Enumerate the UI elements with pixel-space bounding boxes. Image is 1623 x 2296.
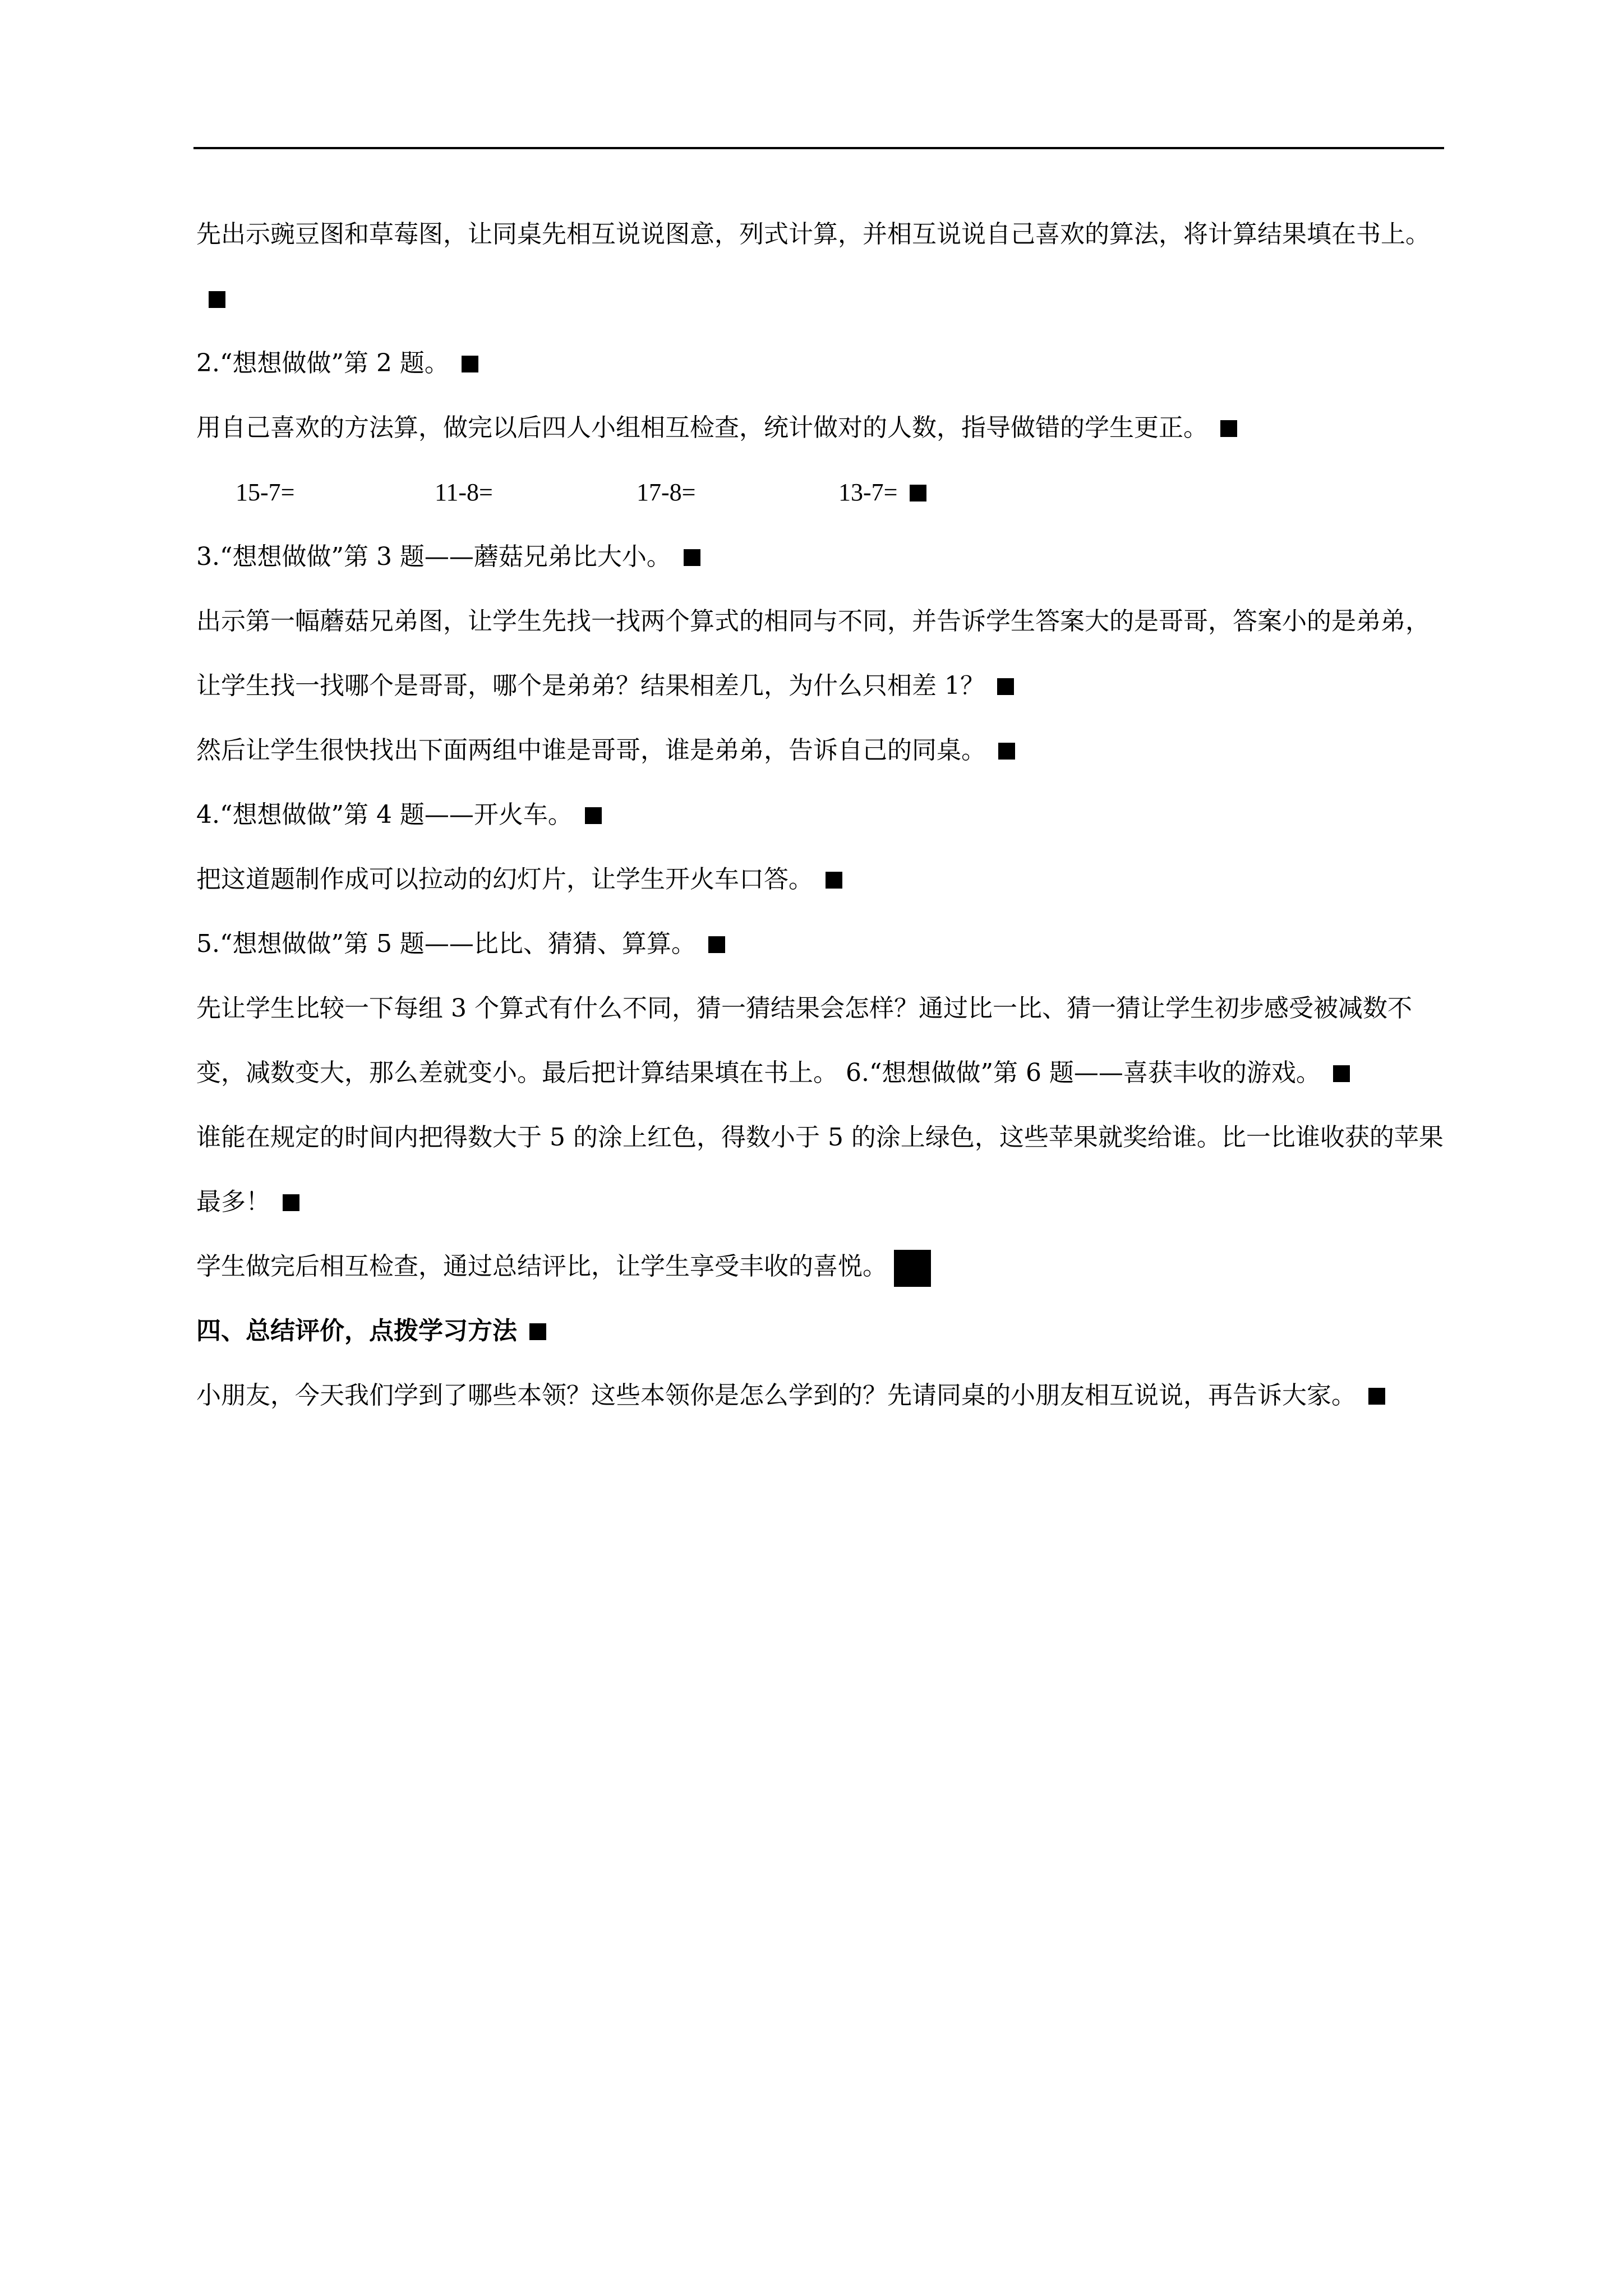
equation: 15-7= bbox=[236, 478, 295, 506]
paragraph-end-mark bbox=[283, 1194, 299, 1211]
paragraph-end-mark bbox=[1220, 420, 1237, 437]
exercise-heading-4: 4.“想想做做”第 4 题——开火车。 bbox=[196, 783, 1444, 847]
paragraph-exercise-4: 把这道题制作成可以拉动的幻灯片，让学生开火车口答。 bbox=[196, 847, 1444, 912]
paragraph-end-mark bbox=[910, 485, 926, 501]
paragraph-end-mark bbox=[997, 678, 1014, 695]
paragraph-end-mark bbox=[1333, 1065, 1350, 1082]
paragraph-exercise-2: 用自己喜欢的方法算，做完以后四人小组相互检查，统计做对的人数，指导做错的学生更正。 bbox=[196, 395, 1444, 460]
exercise-heading-3: 3.“想想做做”第 3 题——蘑菇兄弟比大小。 bbox=[196, 524, 1444, 589]
paragraph-exercise-5: 先让学生比较一下每组 3 个算式有什么不同，猜一猜结果会怎样？通过比一比、猜一猜让学生初步感受被减数不变，减数变大，那么差就变小。最后把计算结果填在书上。 6.“想想做做”第 6 题——喜获丰收的游戏。 bbox=[196, 994, 1412, 1087]
paragraph-exercise-3b: 然后让学生很快找出下面两组中谁是哥哥，谁是弟弟，告诉自己的同桌。 bbox=[196, 718, 1444, 783]
paragraph-end-mark bbox=[708, 936, 725, 953]
paragraph-end-mark bbox=[684, 549, 700, 566]
header-rule bbox=[193, 147, 1444, 149]
document-body bbox=[196, 202, 1444, 1428]
paragraph-end-mark bbox=[998, 743, 1015, 760]
paragraph-end-mark bbox=[826, 872, 842, 889]
paragraph-end-mark bbox=[1368, 1388, 1385, 1405]
paragraph-end-mark bbox=[585, 807, 602, 824]
paragraph-intro: 先出示豌豆图和草莓图，让同桌先相互说说图意，列式计算，并相互说说自己喜欢的算法，将计算结果填在书上。 bbox=[196, 202, 1444, 331]
equation-row bbox=[196, 460, 1444, 524]
paragraph-end-mark bbox=[894, 1250, 931, 1287]
paragraph-check: 学生做完后相互检查，通过总结评比，让学生享受丰收的喜悦。 bbox=[196, 1234, 1444, 1299]
exercise-heading-2: 2.“想想做做”第 2 题。 bbox=[196, 331, 1444, 395]
paragraph-end-mark bbox=[209, 291, 225, 308]
paragraph-exercise-6: 谁能在规定的时间内把得数大于 5 的涂上红色，得数小于 5 的涂上绿色，这些苹果就奖给谁。比一比谁收获的苹果最多！ bbox=[196, 1123, 1444, 1216]
paragraph-exercise-3a: 出示第一幅蘑菇兄弟图，让学生先找一找两个算式的相同与不同，并告诉学生答案大的是哥哥，答案小的是弟弟，让学生找一找哪个是哥哥，哪个是弟弟？结果相差几，为什么只相差 1？ bbox=[196, 607, 1430, 700]
equation: 11-8= bbox=[435, 478, 493, 506]
paragraph-summary: 小朋友，今天我们学到了哪些本领？这些本领你是怎么学到的？先请同桌的小朋友相互说说，再告诉大家。 bbox=[196, 1363, 1444, 1428]
exercise-heading-5: 5.“想想做做”第 5 题——比比、猜猜、算算。 bbox=[196, 912, 1444, 976]
paragraph-end-mark bbox=[462, 356, 478, 372]
equation: 13-7= bbox=[838, 478, 898, 506]
section-heading-summary: 四、总结评价，点拨学习方法 bbox=[196, 1299, 1444, 1363]
paragraph-end-mark bbox=[529, 1323, 546, 1340]
equation: 17-8= bbox=[637, 478, 696, 506]
